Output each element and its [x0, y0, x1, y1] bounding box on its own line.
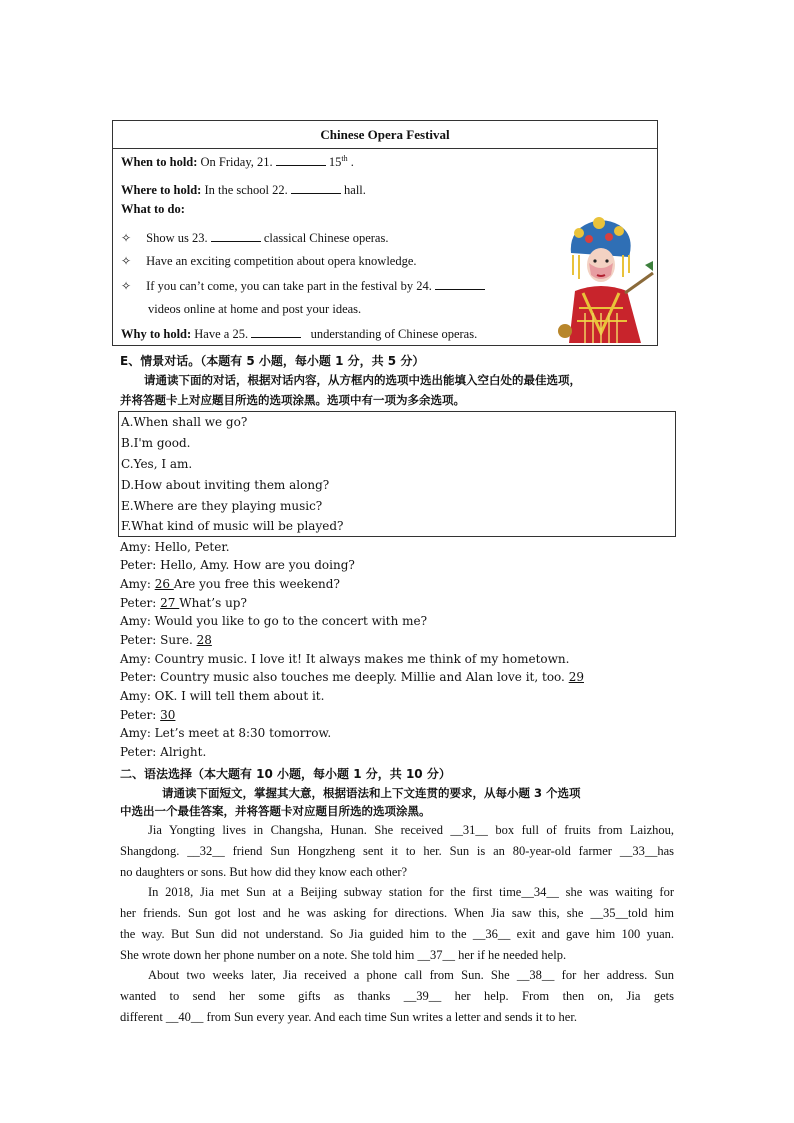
passage-line: In 2018, Jia met Sun at a Beijing subway station for the first time__34__ she was waiting for [148, 885, 674, 899]
bullet-23 [121, 230, 388, 246]
option-e: E.Where are they playing music? [121, 499, 323, 513]
dialogue-line [120, 540, 230, 554]
dialogue-line [120, 689, 324, 703]
bullet-23-text: Show us 23. [146, 231, 208, 245]
opera-performer-image [549, 213, 655, 343]
option-d: D.How about inviting them along? [121, 478, 330, 492]
what-to-do-label: What to do: [121, 202, 185, 216]
where-to-hold-line [121, 182, 366, 198]
where-text-end: hall. [344, 183, 366, 197]
why-text: Have a 25. [194, 327, 249, 341]
dialogue-line [120, 633, 212, 647]
blank-30[interactable]: 30 [160, 708, 176, 722]
dialogue-line [120, 745, 206, 759]
dialogue-line [120, 577, 340, 591]
dialogue-text: Amy: OK. I will tell them about it. [120, 689, 325, 703]
dialogue-text: Peter: Hello, Amy. How are you doing? [120, 558, 355, 572]
bullet-24-continuation: videos online at home and post your ideas. [148, 302, 362, 316]
option-b: B.I'm good. [121, 436, 191, 450]
dialogue-text: Peter: Alright. [120, 745, 207, 759]
when-label: When to hold: [121, 155, 198, 170]
dialogue-line [120, 670, 584, 684]
blank-27[interactable]: 27 [160, 596, 180, 610]
section-2-heading: 二、语法选择（本大题有 10 小题，每小题 1 分，共 10 分） [120, 767, 451, 781]
dialogue-text: Peter: Sure. [120, 633, 197, 647]
passage-line: Shangdong. __32__ friend Sun Hongzheng sent it to her. Sun is an 80-year-old farmer __33__has [120, 844, 674, 858]
section-2-instruction-2: 中选出一个最佳答案，并将答题卡对应题目所选的选项涂黑。 [120, 804, 431, 818]
passage-line: Jia Yongting lives in Changsha, Hunan. She received __31__ box full of fruits from Laizhou, [148, 823, 674, 837]
dialogue-text: Peter: [120, 708, 161, 722]
dialogue-line [120, 614, 427, 628]
dialogue-line [120, 726, 331, 740]
section-e-instruction-2: 并将答题卡上对应题目所选的选项涂黑。选项中有一项为多余选项。 [120, 393, 465, 407]
passage-line: About two weeks later, Jia received a phone call from Sun. She __38__ for her address. Sun [148, 968, 674, 982]
bullet-competition [121, 254, 417, 269]
dialogue-text: What’s up? [179, 596, 247, 610]
blank-21[interactable] [276, 154, 326, 166]
dialogue-line [120, 708, 175, 722]
why-label: Why to hold: [121, 327, 192, 341]
dialogue-text: Amy: [120, 577, 155, 591]
passage-paragraph-2 [120, 882, 674, 966]
passage-line: different __40__ from Sun every year. And each time Sun writes a letter and sends it to her. [120, 1010, 577, 1024]
when-date-num: 15 [328, 155, 342, 170]
passage-paragraph-1 [120, 820, 674, 883]
bullet-23-post: classical Chinese operas. [263, 231, 389, 245]
blank-25[interactable] [251, 326, 301, 338]
bullet-competition-text: Have an exciting competition about opera knowledge. [146, 254, 417, 268]
dialogue-text: Peter: Country music also touches me deeply. Millie and Alan love it, too. [120, 670, 569, 684]
dialogue-text: Amy: Hello, Peter. [120, 540, 230, 554]
diamond-bullet-icon: ✧ [121, 279, 132, 293]
blank-26[interactable]: 26 [154, 577, 174, 591]
diamond-bullet-icon: ✧ [121, 254, 132, 268]
options-box [118, 411, 676, 537]
dialogue-text: Are you free this weekend? [173, 577, 340, 591]
dialogue-line [120, 596, 247, 610]
when-date-sup: th [341, 154, 348, 163]
dialogue-text: Peter: [120, 596, 161, 610]
blank-29[interactable]: 29 [568, 670, 584, 684]
dialogue-line [120, 652, 569, 666]
blank-24[interactable] [435, 278, 485, 290]
blank-23[interactable] [211, 230, 261, 242]
when-to-hold-line [121, 154, 354, 170]
blank-28[interactable]: 28 [196, 633, 212, 647]
passage-line: no daughters or sons. But how did they know each other? [120, 865, 408, 879]
diamond-bullet-icon: ✧ [121, 231, 132, 245]
option-c: C.Yes, I am. [121, 457, 193, 471]
bullet-24-text: If you can’t come, you can take part in the festival by 24. [146, 279, 432, 293]
where-label: Where to hold: [121, 183, 202, 197]
festival-notice-box [112, 120, 658, 346]
passage-line: her friends. Sun got lost and he was asking for directions. When Jia saw this, she __35__told him [120, 906, 674, 920]
section-e-instruction-1: 请通读下面的对话，根据对话内容，从方框内的选项中选出能填入空白处的最佳选项， [144, 373, 581, 387]
why-to-hold-line [121, 326, 477, 342]
festival-title: Chinese Opera Festival [113, 121, 657, 149]
dialogue-text: Amy: Country music. I love it! It always makes me think of my hometown. [120, 652, 570, 666]
passage-line: wanted to send her some gifts as thanks __39__ her help. From then on, Jia gets [120, 989, 674, 1003]
option-f: F.What kind of music will be played? [121, 519, 344, 533]
passage-line: the way. But Sun did not understand. So Jia guided him to the __36__ exit and gave him 100 yuan. [120, 927, 674, 941]
blank-22[interactable] [291, 182, 341, 194]
passage-paragraph-3 [120, 965, 674, 1028]
option-a: A.When shall we go? [121, 415, 248, 429]
section-2-instruction-1: 请通读下面短文，掌握其大意，根据语法和上下文连贯的要求，从每小题 3 个选项 [162, 786, 581, 800]
where-text: In the school 22. [204, 183, 288, 197]
when-date-end: . [350, 155, 354, 170]
when-text: On Friday, 21. [200, 155, 273, 170]
passage-line: She wrote down her phone number on a note. She told him __37__ her if he needed help. [120, 948, 567, 962]
why-text-post: understanding of Chinese operas. [310, 327, 478, 341]
dialogue-text: Amy: Would you like to go to the concert with me? [120, 614, 428, 628]
dialogue-text: Amy: Let’s meet at 8:30 tomorrow. [120, 726, 332, 740]
section-e-heading: E、情景对话。（本题有 5 小题，每小题 1 分，共 5 分） [120, 354, 425, 368]
bullet-24 [121, 278, 485, 294]
dialogue-line [120, 558, 355, 572]
